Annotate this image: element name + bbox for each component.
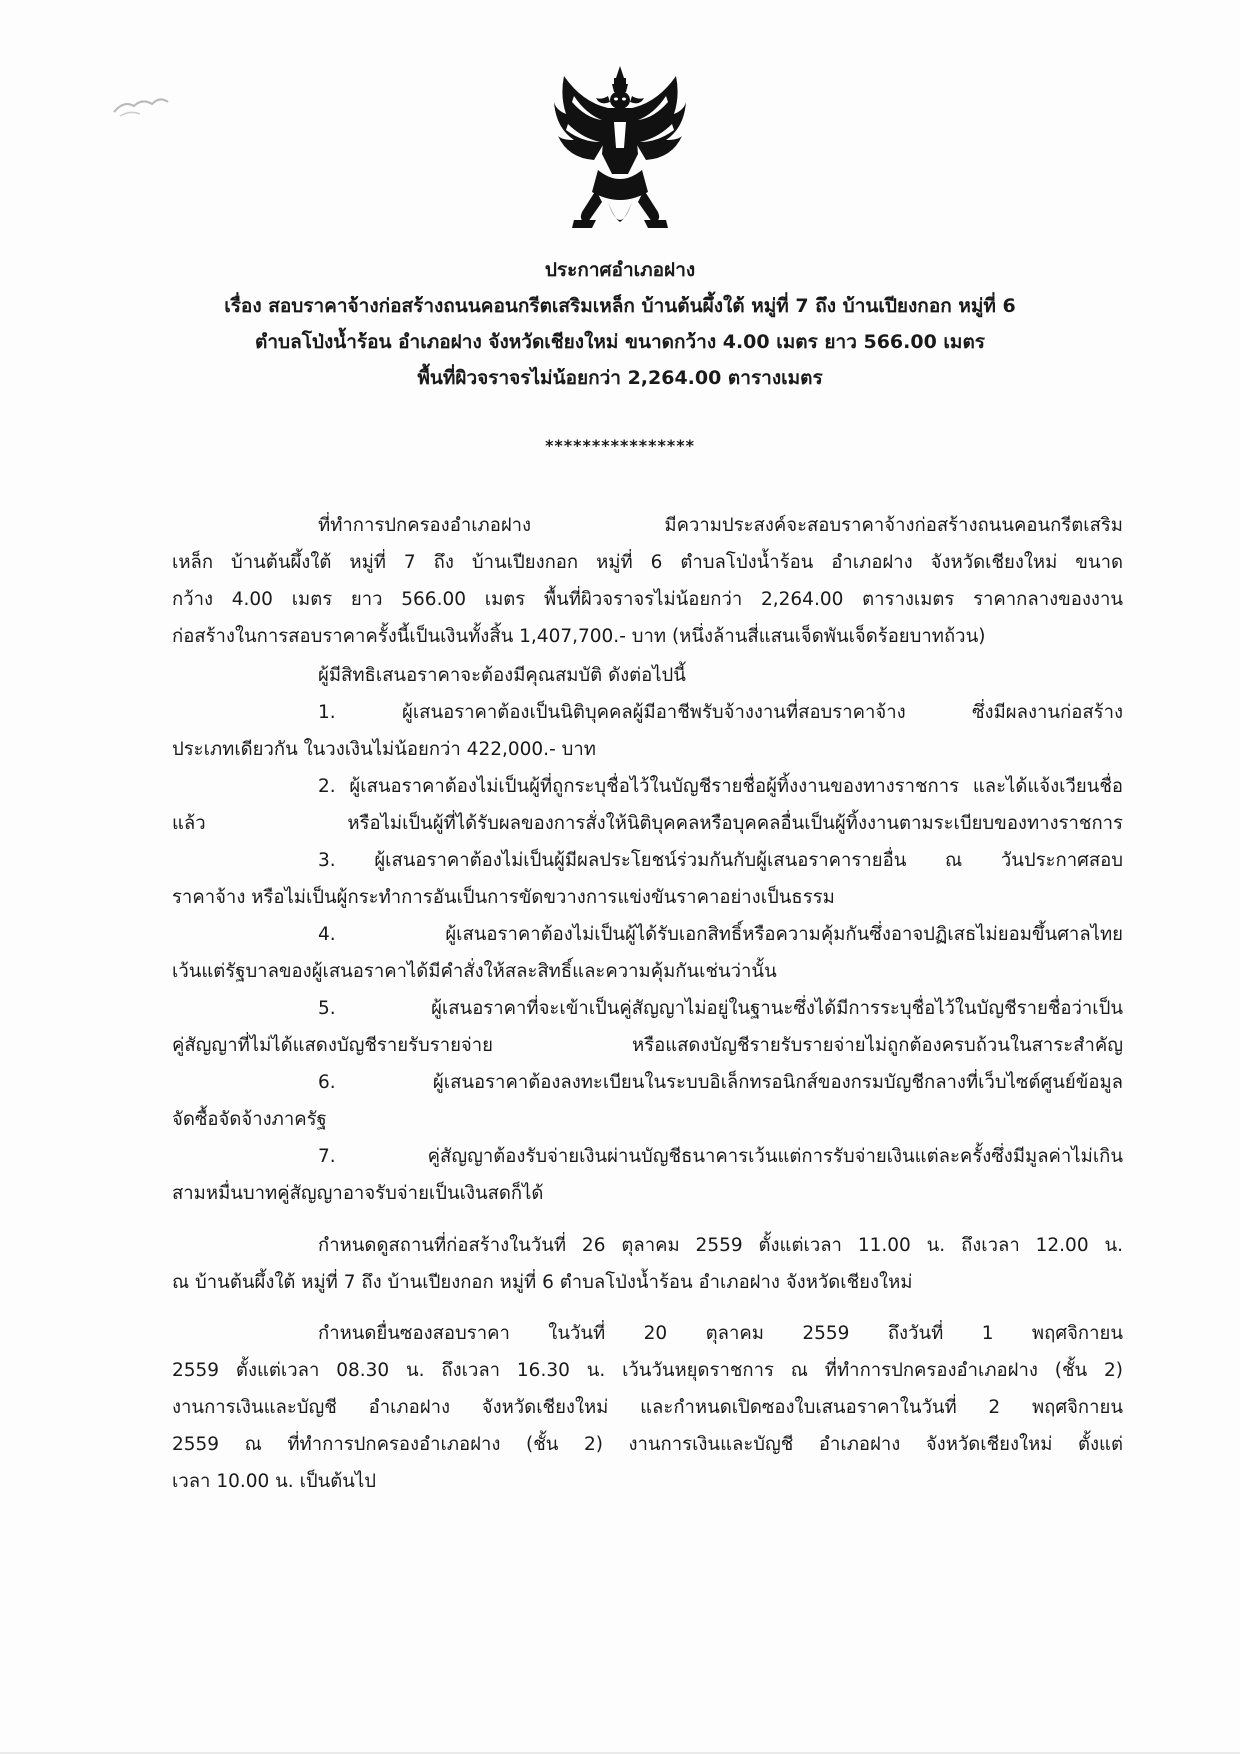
intro-line: กว้าง 4.00 เมตร ยาว 566.00 เมตร พื้นที่ผิวจราจรไม่น้อยกว่า 2,264.00 ตารางเมตร ราคากลางของงาน: [172, 589, 1123, 610]
site-visit-line: กำหนดดูสถานที่ก่อสร้างในวันที่ 26 ตุลาคม 2559 ตั้งแต่เวลา 11.00 น. ถึงเวลา 12.00 น.: [318, 1235, 1123, 1256]
qualification-line: ราคาจ้าง หรือไม่เป็นผู้กระทำการอันเป็นการขัดขวางการแข่งขันราคาอย่างเป็นธรรม: [172, 887, 835, 908]
subject-line-1: เรื่อง สอบราคาจ้างก่อสร้างถนนคอนกรีตเสริมเหล็ก บ้านต้นผึ้งใต้ หมู่ที่ 7 ถึง บ้านเปียงกอก หมู่ที่ 6: [224, 295, 1016, 317]
qualification-line: สามหมื่นบาทคู่สัญญาอาจรับจ่ายเป็นเงินสดก็ได้: [172, 1183, 544, 1204]
submission-line: 2559 ตั้งแต่เวลา 08.30 น. ถึงเวลา 16.30 น. เว้นวันหยุดราชการ ณ ที่ทำการปกครองอำเภอฝาง (ชั้น 2): [172, 1360, 1123, 1381]
submission-line: กำหนดยื่นซองสอบราคา ในวันที่ 20 ตุลาคม 2559 ถึงวันที่ 1 พฤศจิกายน: [318, 1323, 1123, 1344]
intro-line: ที่ทำการปกครองอำเภอฝาง มีความประสงค์จะสอบราคาจ้างก่อสร้างถนนคอนกรีตเสริม: [318, 515, 1123, 536]
qualification-line: คู่สัญญาที่ไม่ได้แสดงบัญชีรายรับรายจ่าย หรือแสดงบัญชีรายรับรายจ่ายไม่ถูกต้องครบถ้วนในสาระสำคัญ: [172, 1035, 1123, 1056]
qualification-line: 3. ผู้เสนอราคาต้องไม่เป็นผู้มีผลประโยชน์ร่วมกันกับผู้เสนอราคารายอื่น ณ วันประกาศสอบ: [318, 850, 1123, 871]
intro-line: ก่อสร้างในการสอบราคาครั้งนี้เป็นเงินทั้งสิ้น 1,407,700.- บาท (หนึ่งล้านสี่แสนเจ็ดพันเจ็ดร้อยบาทถ้วน): [172, 626, 986, 647]
qualifications-heading: ผู้มีสิทธิเสนอราคาจะต้องมีคุณสมบัติ ดังต่อไปนี้: [318, 665, 686, 686]
site-visit-line: ณ บ้านต้นผึ้งใต้ หมู่ที่ 7 ถึง บ้านเปียงกอก หมู่ที่ 6 ตำบลโป่งน้ำร้อน อำเภอฝาง จังหวัดเชียงใหม่: [172, 1272, 913, 1293]
subject-line-2: ตำบลโป่งน้ำร้อน อำเภอฝาง จังหวัดเชียงใหม่ ขนาดกว้าง 4.00 เมตร ยาว 566.00 เมตร: [255, 331, 985, 353]
submission-line: เวลา 10.00 น. เป็นต้นไป: [172, 1471, 376, 1492]
qualification-line: 7. คู่สัญญาต้องรับจ่ายเงินผ่านบัญชีธนาคารเว้นแต่การรับจ่ายเงินแต่ละครั้งซึ่งมีมูลค่าไม่เกิน: [318, 1146, 1123, 1167]
intro-line: เหล็ก บ้านต้นผึ้งใต้ หมู่ที่ 7 ถึง บ้านเปียงกอก หมู่ที่ 6 ตำบลโป่งน้ำร้อน อำเภอฝาง จังหวัดเชียงใหม่ ขนาด: [172, 552, 1123, 573]
qualification-line: 5. ผู้เสนอราคาที่จะเข้าเป็นคู่สัญญาไม่อยู่ในฐานะซึ่งได้มีการระบุชื่อไว้ในบัญชีรายชื่อว่าเป็น: [318, 998, 1123, 1019]
qualification-line: 2. ผู้เสนอราคาต้องไม่เป็นผู้ที่ถูกระบุชื่อไว้ในบัญชีรายชื่อผู้ทิ้งงานของทางราชการ และได้แจ้งเวียนชื่อ: [318, 776, 1123, 797]
qualification-line: 1. ผู้เสนอราคาต้องเป็นนิติบุคคลผู้มีอาชีพรับจ้างงานที่สอบราคาจ้าง ซึ่งมีผลงานก่อสร้าง: [318, 702, 1123, 723]
garuda-emblem-icon: [552, 62, 688, 238]
qualification-line: แล้ว หรือไม่เป็นผู้ที่ได้รับผลของการสั่งให้นิติบุคคลหรือบุคคลอื่นเป็นผู้ทิ้งงานตามระเบียบของทางราชการ: [172, 813, 1123, 834]
subject-line-3: พื้นที่ผิวจราจรไม่น้อยกว่า 2,264.00 ตารางเมตร: [417, 367, 823, 389]
section-separator: ****************: [545, 436, 695, 455]
qualification-line: จัดซื้อจัดจ้างภาครัฐ: [172, 1109, 327, 1130]
qualification-line: ประเภทเดียวกัน ในวงเงินไม่น้อยกว่า 422,000.- บาท: [172, 739, 596, 760]
qualification-line: 6. ผู้เสนอราคาต้องลงทะเบียนในระบบอิเล็กทรอนิกส์ของกรมบัญชีกลางที่เว็บไซต์ศูนย์ข้อมูล: [318, 1072, 1123, 1093]
scan-smudge-mark: [112, 92, 172, 132]
submission-line: 2559 ณ ที่ทำการปกครองอำเภอฝาง (ชั้น 2) งานการเงินและบัญชี อำเภอฝาง จังหวัดเชียงใหม่ ตั้งแต่: [172, 1434, 1123, 1455]
qualification-line: 4. ผู้เสนอราคาต้องไม่เป็นผู้ได้รับเอกสิทธิ์หรือความคุ้มกันซึ่งอาจปฏิเสธไม่ยอมขึ้นศาลไทย: [318, 924, 1123, 945]
submission-line: งานการเงินและบัญชี อำเภอฝาง จังหวัดเชียงใหม่ และกำหนดเปิดซองใบเสนอราคาในวันที่ 2 พฤศจิกายน: [172, 1397, 1123, 1418]
qualification-line: เว้นแต่รัฐบาลของผู้เสนอราคาได้มีคำสั่งให้สละสิทธิ์และความคุ้มกันเช่นว่านั้น: [172, 961, 777, 982]
document-title: ประกาศอำเภอฝาง: [544, 259, 696, 281]
